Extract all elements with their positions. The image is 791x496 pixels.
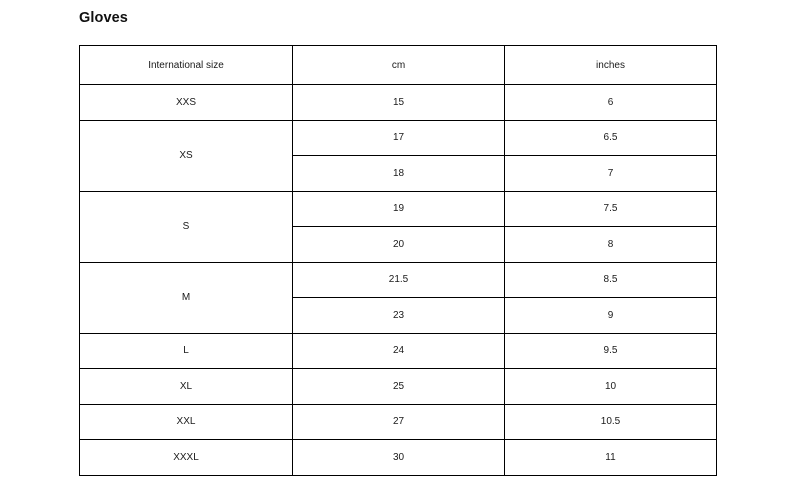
cell-international-size: M [80, 262, 293, 333]
size-chart-table [79, 45, 717, 476]
cell-international-size: XXS [80, 85, 293, 121]
cell-inches: 10.5 [505, 404, 717, 440]
cell-cm: 19 [293, 191, 505, 227]
table-row [80, 262, 717, 298]
cell-cm: 30 [293, 440, 505, 476]
cell-international-size: XXXL [80, 440, 293, 476]
cell-inches: 9.5 [505, 333, 717, 369]
table-row [80, 191, 717, 227]
cell-international-size: L [80, 333, 293, 369]
cell-cm: 18 [293, 156, 505, 192]
table-header-row [80, 46, 717, 85]
cell-international-size: XXL [80, 404, 293, 440]
cell-inches: 10 [505, 369, 717, 405]
table-row [80, 333, 717, 369]
cell-inches: 7.5 [505, 191, 717, 227]
table-body [80, 46, 717, 476]
table-row [80, 85, 717, 121]
cell-cm: 20 [293, 227, 505, 263]
column-header-inches: inches [505, 46, 717, 85]
table-row [80, 440, 717, 476]
cell-cm: 27 [293, 404, 505, 440]
cell-cm: 24 [293, 333, 505, 369]
cell-inches: 6 [505, 85, 717, 121]
cell-international-size: XL [80, 369, 293, 405]
cell-inches: 8.5 [505, 262, 717, 298]
cell-inches: 11 [505, 440, 717, 476]
cell-inches: 7 [505, 156, 717, 192]
cell-cm: 17 [293, 120, 505, 156]
table-row [80, 369, 717, 405]
cell-international-size: XS [80, 120, 293, 191]
cell-cm: 23 [293, 298, 505, 334]
table-row [80, 120, 717, 156]
cell-cm: 21.5 [293, 262, 505, 298]
cell-cm: 25 [293, 369, 505, 405]
cell-inches: 6.5 [505, 120, 717, 156]
column-header-international-size: International size [80, 46, 293, 85]
page-title: Gloves [79, 10, 128, 26]
cell-inches: 8 [505, 227, 717, 263]
cell-international-size: S [80, 191, 293, 262]
cell-cm: 15 [293, 85, 505, 121]
table-row [80, 404, 717, 440]
cell-inches: 9 [505, 298, 717, 334]
column-header-cm: cm [293, 46, 505, 85]
